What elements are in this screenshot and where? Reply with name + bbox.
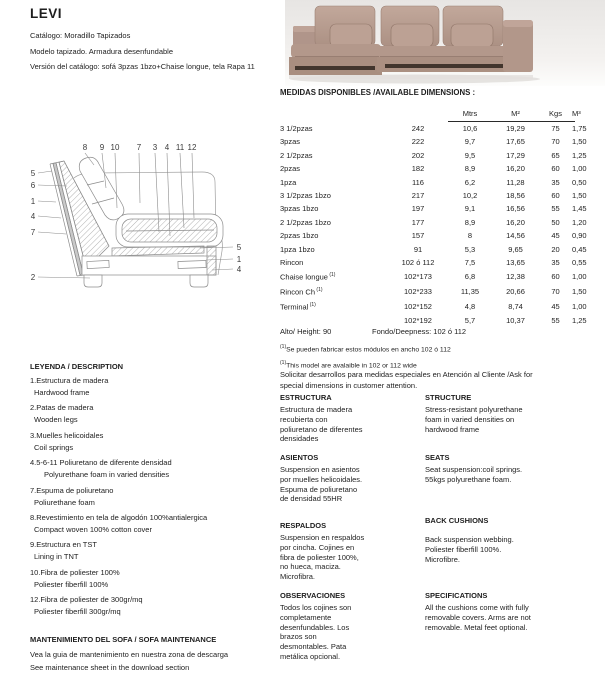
text-line: Poliester fiberfill 100%.	[425, 544, 502, 554]
callout-number: 5	[30, 169, 36, 178]
table-cell: 8,9	[464, 217, 476, 227]
callout-leader-line	[38, 201, 56, 202]
estructura-es	[280, 393, 418, 444]
table-row	[280, 135, 575, 148]
table-cell: 9,7	[464, 137, 476, 147]
callout-leader-line	[38, 185, 67, 186]
table-cell: 75	[551, 124, 560, 133]
catalog-line: Catálogo: Moradillo Tapizados	[30, 31, 131, 40]
table-cell: 60	[551, 191, 560, 201]
col-header-empty	[388, 106, 448, 122]
dimensions-header-row	[280, 106, 575, 122]
respaldos-es	[280, 521, 418, 582]
callout-number: 1	[30, 197, 36, 206]
table-cell: 1,50	[572, 287, 587, 297]
text-line: poliuretano de diferentes	[280, 424, 363, 434]
legend-item-en: Coil springs	[34, 442, 74, 452]
table-cell: 12,38	[506, 272, 525, 282]
model-line: Modelo tapizado. Armadura desenfundable	[30, 46, 174, 56]
structure-en-body	[425, 405, 600, 434]
footnote	[280, 341, 580, 357]
text-line: desmontables. Pata	[280, 642, 347, 652]
table-cell: 0,55	[572, 258, 587, 268]
table-row	[280, 176, 575, 189]
table-cell: 11,28	[506, 177, 525, 187]
table-cell: 116	[412, 177, 424, 187]
text-line: Seat suspension:coil springs.	[425, 465, 523, 474]
table-cell: 10,2	[462, 191, 478, 201]
table-cell: 60	[551, 164, 560, 174]
table-cell: 55	[551, 204, 560, 214]
row-footnote-marker: (1)	[327, 272, 336, 279]
table-row	[280, 284, 575, 299]
legend-item	[30, 485, 276, 509]
back-cushions-en-title: BACK CUSHIONS	[425, 516, 489, 525]
table-cell: 16,56	[506, 204, 525, 214]
estructura-es-body	[280, 405, 418, 444]
special-dimensions-note	[280, 369, 590, 391]
text-line: fibra de poliester 100%,	[280, 552, 359, 562]
header	[30, 6, 282, 78]
text-line: desenfundables. Los	[280, 622, 350, 632]
text-line: Solicitar desarrollos para medidas especiales en Atención al Cliente /Ask for	[280, 370, 533, 379]
table-cell: 177	[411, 217, 425, 227]
col-header-m2: M²	[492, 106, 539, 122]
table-cell: 0,50	[572, 177, 587, 187]
legend-item-en: Wooden legs	[34, 415, 78, 425]
callout-number: 11	[175, 143, 185, 152]
asientos-es-body	[280, 465, 418, 504]
table-cell: 1,25	[572, 316, 587, 326]
text-line: densidades	[280, 434, 319, 444]
callout-leader-line	[38, 232, 66, 234]
callout-number: 9	[99, 143, 105, 152]
table-row	[280, 314, 575, 327]
table-cell: 2pzas	[280, 164, 301, 174]
table-cell: 217	[411, 191, 425, 201]
table-cell: 18,56	[506, 191, 525, 201]
callout-number: 4	[236, 265, 242, 274]
callout-number: 7	[136, 143, 142, 152]
table-cell: 202	[411, 150, 425, 160]
legend-item-es: 4.5-6-11 Poliuretano de diferente densidad	[30, 458, 172, 468]
table-cell: 6,8	[464, 272, 476, 282]
table-cell: 16,20	[506, 164, 525, 174]
legend-item	[30, 512, 276, 536]
table-cell: 2 1/2pzas	[280, 150, 313, 160]
text-line: por cincha. Cojines en	[280, 542, 355, 552]
height-depth-line	[280, 327, 580, 336]
table-cell: 16,20	[506, 217, 525, 227]
table-cell: 13,65	[506, 258, 525, 268]
legend-item-en: Polyurethane foam in varied densities	[44, 470, 170, 480]
table-cell: 20	[551, 244, 560, 254]
table-cell: 3 1/2pzas	[280, 123, 313, 133]
callout-leader-line	[38, 277, 90, 278]
table-cell: 102*152	[404, 302, 432, 312]
table-cell: 3pzas 1bzo	[280, 204, 319, 214]
callout-number: 5	[236, 243, 242, 252]
footnote-marker: (1)	[280, 344, 287, 350]
table-row	[280, 122, 575, 136]
seats-en-title: SEATS	[425, 453, 450, 462]
dimensions-table	[280, 106, 587, 328]
table-row	[280, 299, 575, 314]
text-line: Todos los cojines son	[280, 603, 352, 612]
text-line: Microfibra.	[280, 572, 316, 582]
table-cell: 102*192	[404, 316, 432, 326]
table-cell: Chaise longue $^{(1)}$	[280, 272, 336, 282]
table-cell: 0,45	[572, 244, 587, 254]
text-line: metálica opcional.	[280, 651, 341, 661]
table-cell: 0,90	[572, 231, 587, 241]
table-row	[280, 162, 575, 175]
table-cell: 10,37	[506, 316, 525, 326]
table-row	[280, 202, 575, 215]
table-cell: 2 1/2pzas 1bzo	[280, 217, 331, 227]
legend-item-en: Hardwood frame	[34, 388, 90, 398]
legend-item-en: Poliurethane foam	[34, 497, 95, 507]
table-cell: 5,7	[464, 316, 476, 326]
maintenance-body	[30, 648, 310, 674]
table-row	[280, 189, 575, 202]
callout-number: 8	[82, 143, 88, 152]
table-cell: 91	[413, 244, 423, 254]
table-cell: 102 ó 112	[401, 258, 435, 268]
table-cell: 14,56	[506, 231, 525, 241]
legend-title: LEYENDA / DESCRIPTION	[30, 362, 124, 371]
table-cell: 70	[551, 137, 560, 147]
footnotes	[280, 341, 580, 373]
table-row	[280, 256, 575, 269]
callout-number: 6	[30, 181, 36, 190]
text-line: All the cushions come with fully	[425, 603, 529, 612]
legend	[30, 362, 276, 621]
table-cell: 2pzas 1bzo	[280, 231, 319, 241]
page-title: LEVI	[30, 6, 63, 21]
text-line: Suspension en asientos	[280, 465, 360, 474]
text-line: Suspension en respaldos	[280, 533, 365, 542]
legend-item-es: 7.Espuma de poliuretano	[30, 485, 114, 495]
table-cell: 17,65	[506, 137, 525, 147]
text-line: Back suspension webbing.	[425, 535, 514, 544]
table-cell: 17,29	[506, 150, 525, 160]
text-line: Espuma de poliuretano	[280, 484, 358, 494]
text-line: foam in varied densities on	[425, 414, 515, 424]
text-line: 55kgs polyurethane foam.	[425, 474, 512, 484]
table-cell: 45	[551, 302, 560, 312]
text-line: por muelles helicoidales.	[280, 474, 363, 484]
text-line: brazos son	[280, 632, 317, 642]
callout-number: 3	[152, 143, 158, 152]
table-row	[280, 243, 575, 256]
sofa-cross-section	[20, 134, 264, 316]
callout-number: 7	[30, 228, 36, 237]
table-cell: 60	[551, 272, 560, 282]
table-cell: 35	[551, 258, 560, 268]
table-cell: 1,20	[572, 217, 587, 227]
specifications-en	[425, 591, 600, 632]
back-cushions-en	[425, 516, 600, 564]
table-cell: 50	[551, 217, 560, 227]
row-footnote-marker: (1)	[308, 302, 316, 309]
table-cell: 6,2	[464, 177, 476, 187]
estructura-es-title: ESTRUCTURA	[280, 393, 332, 402]
text-line: Estructura de madera	[280, 405, 353, 414]
maintenance-section	[30, 635, 310, 674]
table-cell: 20,66	[506, 287, 525, 297]
callout-number: 4	[164, 143, 170, 152]
legend-item-es: 9.Estructura en TST	[30, 540, 97, 550]
col-header-kgs: Kgs	[539, 106, 572, 122]
table-cell: 1,00	[572, 272, 587, 282]
table-cell: 19,29	[506, 124, 525, 133]
callout-number: 2	[30, 273, 36, 282]
specifications-en-title: SPECIFICATIONS	[425, 591, 488, 600]
structure-en	[425, 393, 600, 434]
legend-item-en: Poliester fiberfill 100%	[34, 579, 109, 589]
table-cell: 1pza	[280, 177, 297, 187]
depth-label: Fondo/Deepness: 102 ó 112	[372, 327, 467, 336]
table-row	[280, 216, 575, 229]
legend-item-es: 2.Patas de madera	[30, 403, 94, 413]
text-line: completamente	[280, 612, 332, 622]
callout-leader-line	[38, 216, 61, 218]
table-cell: 11,35	[460, 287, 480, 297]
text-line: hardwood frame	[425, 424, 480, 434]
table-cell: 10,6	[462, 124, 478, 133]
legend-item	[30, 594, 276, 618]
footnote-text: This model are avalaible in 102 or 112 wide	[286, 362, 417, 370]
table-cell: Rincon Ch $^{(1)}$	[280, 287, 323, 297]
text-line: Vea la guia de mantenimiento en nuestra zona de descarga	[30, 650, 229, 659]
table-cell: Rincon	[280, 258, 304, 268]
table-cell: 102*233	[404, 287, 432, 297]
legend-item-en: Lining in TNT	[34, 552, 79, 562]
asientos-es-title: ASIENTOS	[280, 453, 319, 462]
col-header-m3: M³	[572, 106, 575, 122]
specifications-en-body	[425, 603, 600, 632]
text-line: Stress-resistant polyurethane	[425, 405, 523, 414]
table-cell: 242	[411, 123, 425, 133]
observaciones-es-title: OBSERVACIONES	[280, 591, 346, 600]
asientos-es	[280, 453, 418, 504]
table-cell: 5,3	[464, 244, 476, 254]
legend-item-es: 10.Fibra de poliester 100%	[30, 567, 120, 577]
table-cell: 3pzas	[280, 137, 301, 147]
table-cell: 35	[551, 177, 560, 187]
table-cell: 1,00	[572, 302, 587, 312]
row-footnote-marker: (1)	[315, 287, 323, 294]
col-header-empty	[280, 106, 388, 122]
callout-leader-line	[38, 171, 52, 173]
legend-item	[30, 457, 276, 481]
text-line: no hueca, maciza.	[280, 562, 341, 572]
legend-item	[30, 430, 276, 454]
sofa-photo	[285, 0, 605, 86]
table-cell: 1,45	[572, 204, 587, 214]
text-line: Microfibre.	[425, 554, 461, 564]
legend-item-es: 12.Fibra de poliester de 300gr/mq	[30, 595, 143, 604]
legend-item	[30, 375, 276, 399]
callout-leader-line	[139, 153, 140, 203]
height-label: Alto/ Height: 90	[280, 327, 332, 336]
table-cell: 8,9	[464, 164, 476, 174]
text-line: de densidad 55HR	[280, 494, 343, 504]
table-cell	[280, 314, 388, 327]
back-cushions-en-body	[425, 535, 600, 564]
callout-leader-line	[192, 153, 194, 218]
table-cell: 8	[467, 231, 473, 241]
seats-en-body	[425, 465, 600, 485]
legend-item	[30, 402, 276, 426]
text-line: removable covers. Arms are not	[425, 612, 531, 622]
legend-item-en: Poliester fiberfill 300gr/mq	[34, 607, 121, 617]
table-cell: 4,8	[464, 302, 476, 312]
table-row	[280, 269, 575, 284]
table-cell: 9,5	[464, 150, 476, 160]
table-cell: 65	[551, 150, 560, 160]
table-cell: 1,75	[572, 124, 587, 133]
table-cell: 197	[411, 204, 425, 214]
table-row	[280, 229, 575, 242]
callout-number: 12	[187, 143, 197, 152]
table-cell: 102*173	[404, 272, 432, 282]
table-cell: 182	[411, 164, 425, 174]
text-line: See maintenance sheet in the download section	[30, 663, 190, 672]
table-cell: 9,1	[464, 204, 476, 214]
table-cell: 1,25	[572, 150, 587, 160]
legend-item-es: 3.Muelles helicoidales	[30, 430, 104, 440]
table-cell: Terminal $^{(1)}$	[280, 302, 316, 312]
callout-number: 4	[30, 212, 36, 221]
legend-item-en: Compact woven 100% cotton cover	[34, 524, 152, 534]
table-row	[280, 149, 575, 162]
legend-items	[30, 375, 276, 618]
table-cell: 8,74	[508, 302, 523, 312]
col-header-mtrs: Mtrs	[448, 106, 492, 122]
technical-drawing	[20, 134, 264, 316]
legend-item	[30, 567, 276, 591]
table-cell: 157	[411, 231, 425, 241]
table-cell: 45	[551, 231, 560, 241]
footnote-marker: (1)	[280, 359, 287, 366]
text-line: removable. Metal feet optional.	[425, 622, 528, 632]
sofa-photo-image	[285, 0, 605, 86]
table-cell: 222	[411, 137, 425, 147]
seats-en	[425, 453, 600, 485]
table-cell: 1,50	[572, 191, 587, 201]
dimensions-title: MEDIDAS DISPONIBLES /AVAILABLE DIMENSIONS :	[280, 88, 476, 97]
callout-number: 10	[110, 143, 120, 152]
footnote-text: Se pueden fabricar estos módulos en ancho 102 ó 112	[286, 346, 451, 354]
legend-item	[30, 539, 276, 563]
structure-en-title: STRUCTURE	[425, 393, 472, 402]
table-cell: 1,50	[572, 137, 587, 147]
legend-item-es: 1.Estructura de madera	[30, 376, 109, 385]
text-line: special dimensions in customer attention.	[280, 381, 418, 390]
table-cell: 70	[551, 287, 560, 297]
table-cell: 1,00	[572, 164, 587, 174]
maintenance-title: MANTENIMIENTO DEL SOFA / SOFA MAINTENANCE	[30, 635, 217, 644]
table-cell: 1pza 1bzo	[280, 244, 315, 254]
table-cell: 55	[551, 316, 560, 326]
table-cell: 7,5	[464, 258, 476, 268]
text-line: recubierta con	[280, 414, 328, 424]
version-line: Versión del catálogo: sofá 3pzas 1bzo+Chaise longue, tela Rapa 11	[30, 62, 255, 71]
respaldos-es-body	[280, 533, 418, 582]
legend-item-es: 8.Revestimiento en tela de algodón 100%antialergica	[30, 512, 208, 522]
callout-number: 1	[236, 255, 242, 264]
respaldos-es-title: RESPALDOS	[280, 521, 327, 530]
table-cell: 3 1/2pzas 1bzo	[280, 191, 331, 201]
table-cell: 9,65	[508, 244, 523, 254]
